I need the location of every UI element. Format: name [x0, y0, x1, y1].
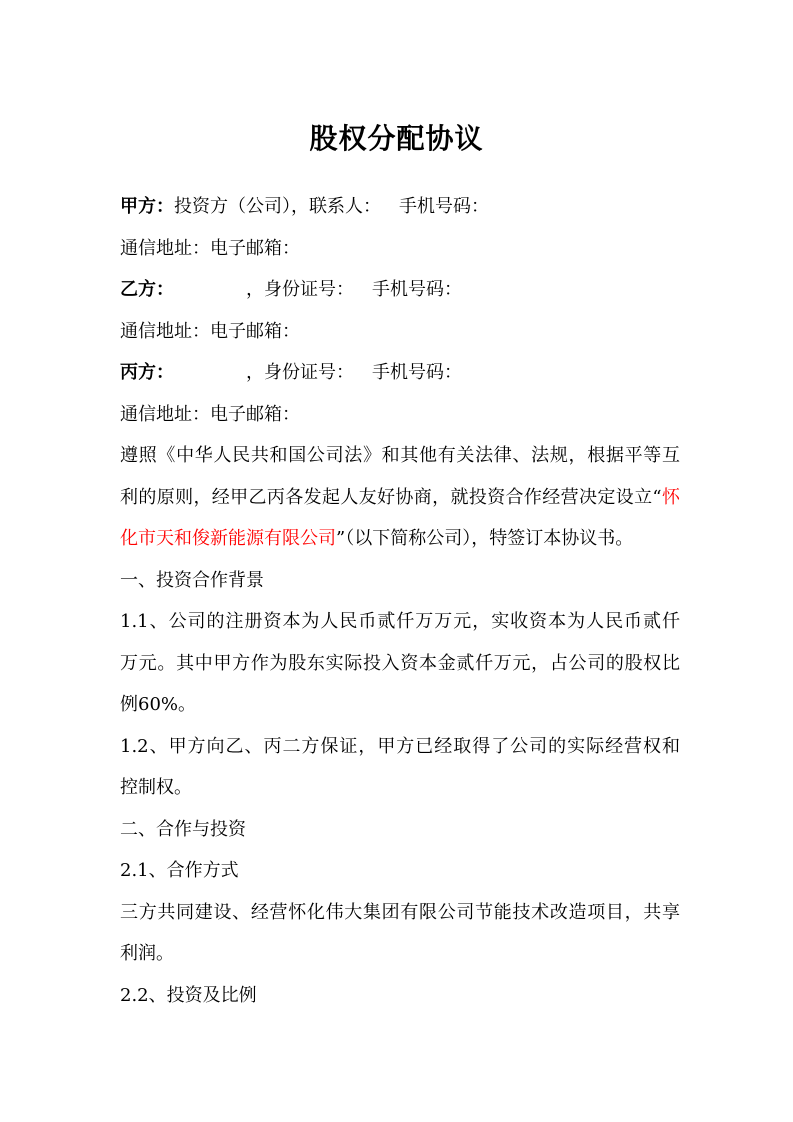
party-c-address: 通信地址：	[120, 403, 210, 425]
intro-line-1: 遵照《中华人民共和国公司法》和其他有关法律、法规，根据平等互	[120, 445, 680, 466]
party-c-line	[120, 352, 680, 394]
clause-1-2-line-1: 1.2、甲方向乙、丙二方保证，甲方已经取得了公司的实际经营权和	[120, 735, 680, 757]
clause-2-1-line-1: 三方共同建设、经营怀化伟大集团有限公司节能技术改造项目，共享	[120, 901, 680, 923]
party-b-phone: 手机号码：	[372, 279, 462, 300]
clause-2-2-heading: 2.2、投资及比例	[120, 984, 257, 1006]
party-a-text: 投资方（公司），联系人：	[174, 196, 381, 217]
clause-1-1-line-2: 万元。其中甲方作为股东实际投入资本金贰仟万元，占公司的股权比	[120, 652, 680, 674]
section-1-heading: 一、投资合作背景	[120, 569, 264, 591]
party-a-phone: 手机号码：	[399, 196, 489, 217]
party-a-label: 甲方：	[120, 196, 174, 217]
party-a-email: 电子邮箱：	[210, 237, 300, 259]
intro-line-2-text: 利的原则，经甲乙丙各发起人友好协商，就投资合作经营决定设立“	[120, 486, 662, 508]
company-name-part-1: 怀	[661, 486, 681, 508]
party-a-line	[120, 186, 680, 228]
party-c-phone: 手机号码：	[372, 362, 462, 383]
party-a-address-line	[120, 228, 680, 270]
party-c-label: 丙方：	[120, 362, 174, 383]
party-b-address-line	[120, 311, 680, 353]
party-b-id: ，身份证号：	[246, 279, 354, 300]
section-2-heading: 二、合作与投资	[120, 818, 246, 840]
document-title: 股权分配协议	[309, 122, 484, 155]
party-b-line	[120, 269, 680, 311]
clause-1-1-line-3: 例60%。	[120, 694, 197, 715]
clause-1-2-line-2: 控制权。	[120, 777, 192, 798]
intro-line-3-text: ”（以下简称公司），特签订本协议书。	[336, 528, 634, 549]
party-c-email: 电子邮箱：	[210, 403, 300, 425]
intro-line-3	[120, 518, 680, 560]
party-a-address: 通信地址：	[120, 237, 210, 259]
party-c-id: ，身份证号：	[246, 362, 354, 383]
party-c-address-line	[120, 394, 680, 436]
party-b-address: 通信地址：	[120, 320, 210, 342]
intro-line-2	[120, 477, 680, 519]
company-name-part-2: 化市天和俊新能源有限公司	[120, 528, 336, 549]
party-b-email: 电子邮箱：	[210, 320, 300, 342]
clause-2-1-heading: 2.1、合作方式	[120, 860, 239, 881]
party-b-label: 乙方：	[120, 279, 174, 300]
clause-1-1-line-1: 1.1、公司的注册资本为人民币贰仟万万元，实收资本为人民币贰仟	[120, 611, 680, 632]
clause-2-1-line-2: 利润。	[120, 943, 174, 964]
document-body	[120, 186, 680, 1016]
